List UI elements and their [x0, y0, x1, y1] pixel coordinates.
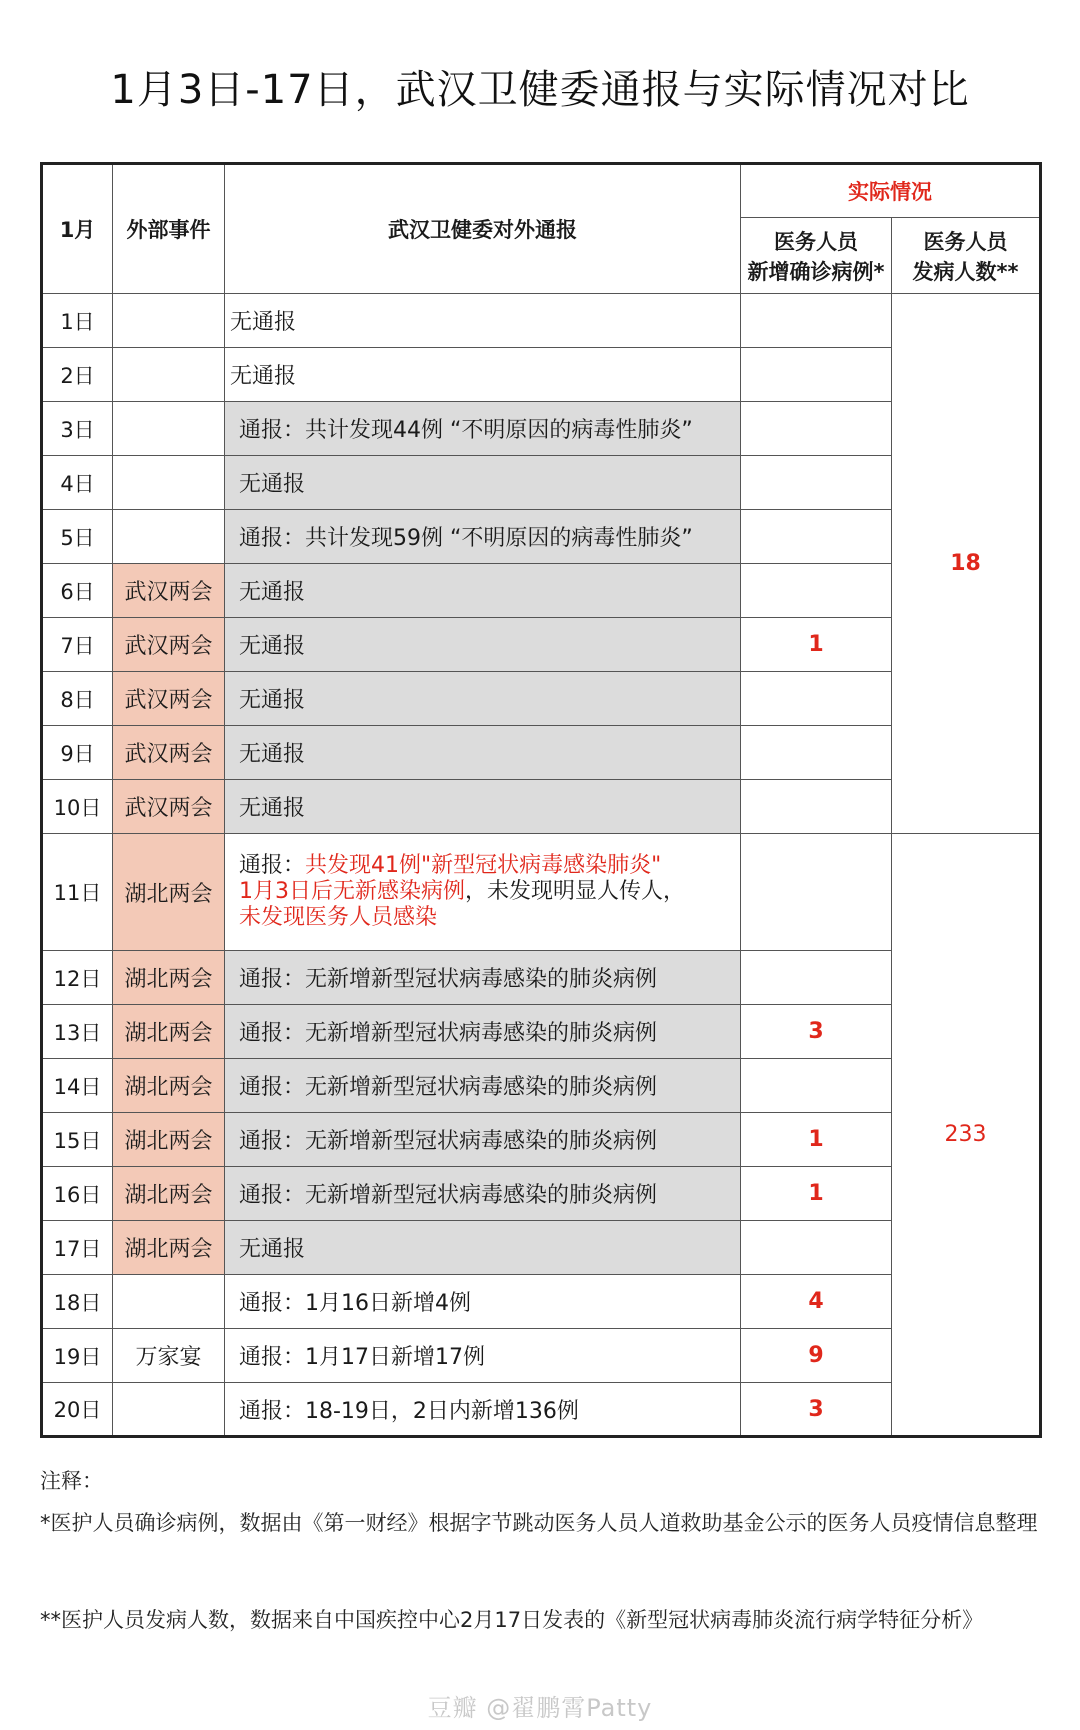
confirmed-cell [741, 294, 892, 348]
header-confirmed-line1: 医务人员 [774, 229, 858, 254]
confirmed-cell: 1 [741, 1113, 892, 1167]
report-cell: 无通报 [225, 618, 741, 672]
day-cell: 18日 [42, 1275, 113, 1329]
onset-cell: 233 [892, 834, 1041, 1437]
event-cell [113, 402, 225, 456]
day-cell: 3日 [42, 402, 113, 456]
report-cell: 通报：无新增新型冠状病毒感染的肺炎病例 [225, 951, 741, 1005]
confirmed-cell [741, 1059, 892, 1113]
report-cell: 通报：无新增新型冠状病毒感染的肺炎病例 [225, 1059, 741, 1113]
confirmed-cell [741, 510, 892, 564]
header-confirmed-line2: 新增确诊病例* [747, 259, 885, 284]
event-cell: 湖北两会 [113, 1113, 225, 1167]
report-cell: 无通报 [225, 780, 741, 834]
confirmed-cell [741, 726, 892, 780]
table-row [42, 726, 1041, 780]
report-cell: 通报：无新增新型冠状病毒感染的肺炎病例 [225, 1167, 741, 1221]
table-row [42, 951, 1041, 1005]
page-title: 1月3日-17日，武汉卫健委通报与实际情况对比 [110, 67, 970, 113]
confirmed-cell: 1 [741, 618, 892, 672]
report-cell: 通报：18-19日，2日内新增136例 [225, 1383, 741, 1437]
report-part: ，未发现明显人传人， [465, 879, 686, 904]
report-cell: 无通报 [225, 456, 741, 510]
table-row [42, 564, 1041, 618]
report-part: 通报： [239, 853, 306, 878]
day-cell: 14日 [42, 1059, 113, 1113]
event-cell: 万家宴 [113, 1329, 225, 1383]
header-month: 1月 [42, 164, 113, 294]
day-cell: 6日 [42, 564, 113, 618]
report-cell: 通报：无新增新型冠状病毒感染的肺炎病例 [225, 1113, 741, 1167]
table-row [42, 456, 1041, 510]
table-row [42, 510, 1041, 564]
event-cell: 湖北两会 [113, 1167, 225, 1221]
table-row [42, 402, 1041, 456]
table-row [42, 1221, 1041, 1275]
confirmed-cell: 3 [741, 1005, 892, 1059]
event-cell [113, 456, 225, 510]
header-onset-line1: 医务人员 [923, 229, 1008, 254]
table-row [42, 1329, 1041, 1383]
table-row [42, 1113, 1041, 1167]
day-cell: 17日 [42, 1221, 113, 1275]
table-row [42, 348, 1041, 402]
day-cell: 4日 [42, 456, 113, 510]
event-cell [113, 510, 225, 564]
table-row [42, 1059, 1041, 1113]
confirmed-cell [741, 834, 892, 951]
confirmed-cell [741, 1221, 892, 1275]
day-cell: 12日 [42, 951, 113, 1005]
watermark: 豆瓣 @翟鹏霄Patty [427, 1694, 653, 1722]
day-cell: 16日 [42, 1167, 113, 1221]
table-row [42, 834, 1041, 951]
report-cell: 通报：无新增新型冠状病毒感染的肺炎病例 [225, 1005, 741, 1059]
report-cell: 无通报 [225, 726, 741, 780]
confirmed-cell: 9 [741, 1329, 892, 1383]
header-actual: 实际情况 [741, 164, 1041, 218]
header-report: 武汉卫健委对外通报 [225, 164, 741, 294]
confirmed-cell [741, 402, 892, 456]
report-cell: 通报：共计发现59例 “不明原因的病毒性肺炎” [225, 510, 741, 564]
day-cell: 1日 [42, 294, 113, 348]
report-part: 共发现41例"新型冠状病毒感染肺炎" [305, 853, 662, 878]
confirmed-cell [741, 564, 892, 618]
event-cell [113, 1275, 225, 1329]
event-cell: 武汉两会 [113, 564, 225, 618]
event-cell: 湖北两会 [113, 1059, 225, 1113]
day-cell: 11日 [42, 834, 113, 951]
confirmed-cell [741, 672, 892, 726]
report-cell [225, 834, 741, 951]
notes-label: 注释： [40, 1469, 103, 1493]
table-row [42, 780, 1041, 834]
report-cell: 通报：1月17日新增17例 [225, 1329, 741, 1383]
header-onset [892, 218, 1041, 294]
report-cell: 无通报 [225, 294, 741, 348]
event-cell: 湖北两会 [113, 834, 225, 951]
note-1: *医护人员确诊病例，数据由《第一财经》根据字节跳动医务人员人道救助基金公示的医务人员疫情信息整理 [40, 1511, 1038, 1535]
header-confirmed [741, 218, 892, 294]
event-cell: 武汉两会 [113, 672, 225, 726]
report-cell: 无通报 [225, 564, 741, 618]
report-cell: 通报：1月16日新增4例 [225, 1275, 741, 1329]
confirmed-cell: 4 [741, 1275, 892, 1329]
table-row [42, 618, 1041, 672]
table-row [42, 294, 1041, 348]
event-cell: 湖北两会 [113, 1221, 225, 1275]
confirmed-cell [741, 348, 892, 402]
report-cell: 无通报 [225, 1221, 741, 1275]
event-cell: 武汉两会 [113, 780, 225, 834]
note-2: **医护人员发病人数，数据来自中国疾控中心2月17日发表的《新型冠状病毒肺炎流行病学特征分析》 [40, 1608, 984, 1632]
event-cell [113, 348, 225, 402]
event-cell: 武汉两会 [113, 618, 225, 672]
event-cell: 武汉两会 [113, 726, 225, 780]
day-cell: 10日 [42, 780, 113, 834]
confirmed-cell [741, 456, 892, 510]
confirmed-cell [741, 951, 892, 1005]
day-cell: 8日 [42, 672, 113, 726]
comparison-table [40, 162, 1042, 1438]
table-row [42, 1167, 1041, 1221]
confirmed-cell: 1 [741, 1167, 892, 1221]
event-cell: 湖北两会 [113, 1005, 225, 1059]
confirmed-cell [741, 780, 892, 834]
header-onset-line2: 发病人数** [912, 259, 1019, 284]
table-row [42, 1005, 1041, 1059]
report-cell: 无通报 [225, 348, 741, 402]
confirmed-cell: 3 [741, 1383, 892, 1437]
day-cell: 15日 [42, 1113, 113, 1167]
onset-cell: 18 [892, 294, 1041, 834]
day-cell: 5日 [42, 510, 113, 564]
table-row [42, 672, 1041, 726]
day-cell: 19日 [42, 1329, 113, 1383]
event-cell [113, 1383, 225, 1437]
report-part: 1月3日后无新感染病例 [239, 879, 465, 904]
table-row [42, 1275, 1041, 1329]
day-cell: 7日 [42, 618, 113, 672]
day-cell: 9日 [42, 726, 113, 780]
day-cell: 20日 [42, 1383, 113, 1437]
event-cell: 湖北两会 [113, 951, 225, 1005]
report-cell: 通报：共计发现44例 “不明原因的病毒性肺炎” [225, 402, 741, 456]
header-events: 外部事件 [113, 164, 225, 294]
day-cell: 13日 [42, 1005, 113, 1059]
report-cell: 无通报 [225, 672, 741, 726]
table-row [42, 1383, 1041, 1437]
report-part: 未发现医务人员感染 [239, 905, 438, 930]
day-cell: 2日 [42, 348, 113, 402]
event-cell [113, 294, 225, 348]
